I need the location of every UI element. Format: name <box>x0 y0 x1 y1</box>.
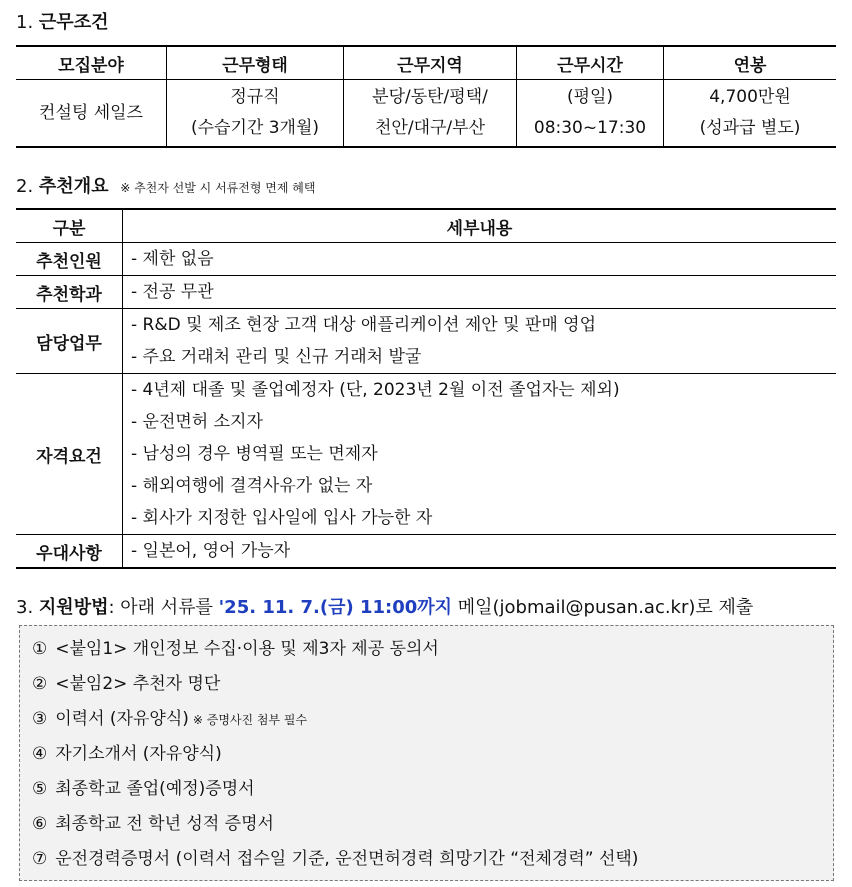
section3-heading: 3. 지원방법: 아래 서류를 '25. 11. 7.(금) 11:00까지 메일(jobmail@pusan.ac.kr)로 제출 <box>16 597 754 618</box>
section2-heading: 2. 추천개요 ※ 추천자 선발 시 서류전형 면제 혜택 <box>16 176 316 197</box>
table-cell: (평일) 08:30~17:30 <box>517 80 664 148</box>
header-cell: 근무지역 <box>344 46 517 80</box>
table-row <box>16 374 836 535</box>
header-cell: 연봉 <box>664 46 837 80</box>
row-label: 추천인원 <box>16 243 123 276</box>
row-label: 자격요건 <box>16 374 123 535</box>
list-item: ③ 이력서 (자유양식) ※ 증명사진 첨부 필수 <box>32 709 308 729</box>
header-cell: 근무형태 <box>167 46 344 80</box>
table-cell: 정규직 (수습기간 3개월) <box>167 80 344 148</box>
section1-heading: 1. 근무조건 <box>16 12 109 33</box>
list-item: ② <붙임2> 추천자 명단 <box>32 674 221 694</box>
work-conditions-table <box>16 45 836 148</box>
row-content: - 4년제 대졸 및 졸업예정자 (단, 2023년 2월 이전 졸업자는 제외) - 운전면허 소지자 - 남성의 경우 병역필 또는 면제자 - 해외여행에 결격사유가 없는 자 - 회사가 지정한 입사일에 입사 가능한 자 <box>123 374 837 535</box>
row-content: - R&D 및 제조 현장 고객 대상 애플리케이션 제안 및 판매 영업 - 주요 거래처 관리 및 신규 거래처 발굴 <box>123 309 837 374</box>
header-cell: 근무시간 <box>517 46 664 80</box>
list-item: ⑦ 운전경력증명서 (이력서 접수일 기준, 운전면허경력 희망기간 “전체경력” 선택) <box>32 849 639 869</box>
table-row <box>16 243 836 276</box>
header-cell: 모집분야 <box>16 46 167 80</box>
header-cell: 세부내용 <box>123 209 837 243</box>
table-header-row <box>16 209 836 243</box>
required-documents-box <box>19 625 834 881</box>
row-content: - 전공 무관 <box>123 276 837 309</box>
table-header-row <box>16 46 836 80</box>
header-cell: 구분 <box>16 209 123 243</box>
row-label: 담당업무 <box>16 309 123 374</box>
table-row <box>16 80 836 148</box>
list-item: ① <붙임1> 개인정보 수집·이용 및 제3자 제공 동의서 <box>32 639 439 659</box>
recommendation-table <box>16 208 836 569</box>
row-label: 우대사항 <box>16 535 123 569</box>
list-item: ⑥ 최종학교 전 학년 성적 증명서 <box>32 814 274 834</box>
list-item: ④ 자기소개서 (자유양식) <box>32 744 222 764</box>
table-row <box>16 276 836 309</box>
table-cell: 분당/동탄/평택/ 천안/대구/부산 <box>344 80 517 148</box>
row-content: - 제한 없음 <box>123 243 837 276</box>
table-cell: 컨설팅 세일즈 <box>16 80 167 148</box>
table-row <box>16 309 836 374</box>
row-content: - 일본어, 영어 가능자 <box>131 541 291 561</box>
row-label: 추천학과 <box>16 276 123 309</box>
table-cell: 4,700만원 (성과급 별도) <box>699 87 801 138</box>
list-item: ⑤ 최종학교 졸업(예정)증명서 <box>32 779 255 799</box>
deadline-text: '25. 11. 7.(금) 11:00까지 <box>218 597 453 618</box>
table-row <box>16 535 836 569</box>
